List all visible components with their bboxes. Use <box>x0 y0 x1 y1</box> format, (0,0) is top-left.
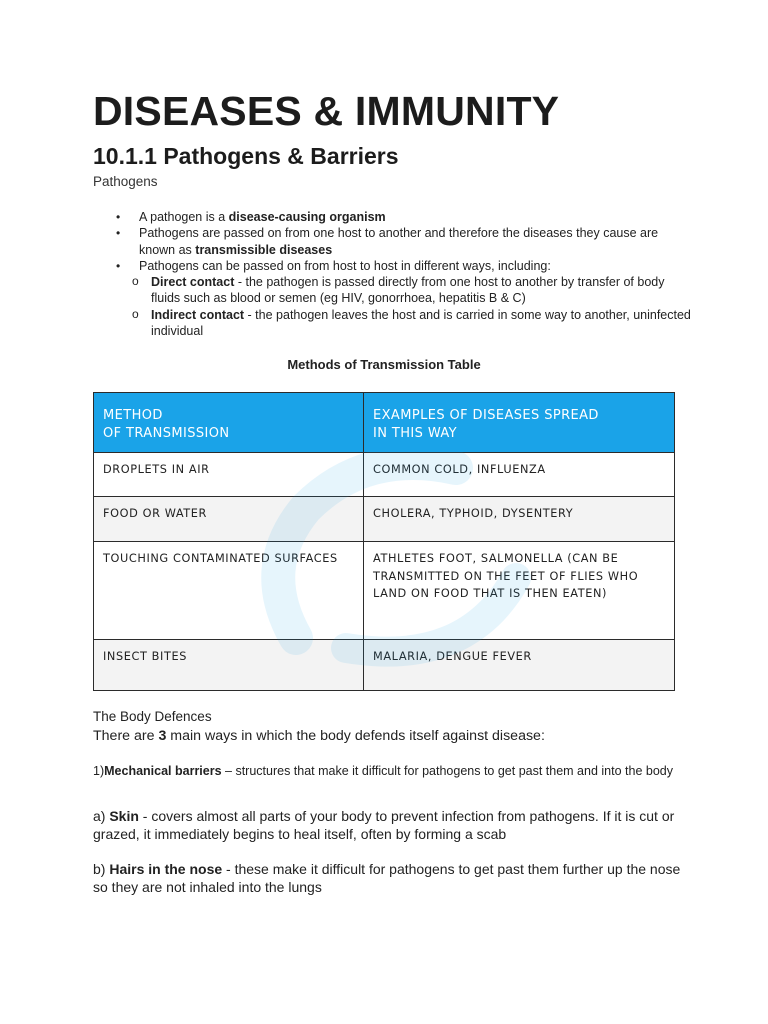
method-cell: DROPLETS IN AIR <box>94 453 364 497</box>
examples-cell: MALARIA, DENGUE FEVER <box>364 640 675 691</box>
mechanical-barriers-paragraph: 1)Mechanical barriers – structures that make it difficult for pathogens to get past them and into the body <box>93 764 673 778</box>
body-defences-heading: The Body Defences <box>93 709 212 724</box>
examples-cell: ATHLETES FOOT, SALMONELLA (CAN BE TRANSMITTED ON THE FEET OF FLIES WHO LAND ON FOOD THAT IS THEN EATEN) <box>364 542 675 640</box>
examples-cell: COMMON COLD, INFLUENZA <box>364 453 675 497</box>
bullet-dot-icon: • <box>116 226 121 241</box>
examples-cell: CHOLERA, TYPHOID, DYSENTERY <box>364 497 675 542</box>
method-cell: INSECT BITES <box>94 640 364 691</box>
bullet-dot-icon: • <box>116 258 121 273</box>
table-header-row <box>94 393 675 453</box>
circle-bullet-icon: o <box>132 306 139 321</box>
pathogen-bullet-list <box>112 209 692 339</box>
bullet-item: • A pathogen is a disease-causing organism <box>116 210 386 224</box>
section-title: 10.1.1 Pathogens & Barriers <box>93 143 399 169</box>
table-row <box>94 453 675 497</box>
table-row <box>94 497 675 542</box>
bullet-item: • Pathogens can be passed on from host to host in different ways, including: <box>116 258 551 273</box>
header-examples: EXAMPLES OF DISEASES SPREAD IN THIS WAY <box>364 393 675 453</box>
nose-hairs-paragraph: b) Hairs in the nose - these make it difficult for pathogens to get past them further up the nose so they are not inhaled into the lungs <box>93 861 681 895</box>
transmission-table <box>93 392 675 691</box>
circle-bullet-icon: o <box>132 274 139 289</box>
page-title: DISEASES & IMMUNITY <box>93 88 560 134</box>
table-row <box>94 640 675 691</box>
defences-intro: There are 3 main ways in which the body defends itself against disease: <box>93 728 545 744</box>
table-caption: Methods of Transmission Table <box>287 357 481 372</box>
sub-bullet-item: o Direct contact - the pathogen is passed directly from one host to another by transfer of body fluids such as blood or semen (eg HIV, gonorrhoea, hepatitis B & C) <box>132 274 665 306</box>
subheading-pathogens: Pathogens <box>93 174 158 189</box>
skin-paragraph: a) Skin - covers almost all parts of your body to prevent infection from pathogens. If it is cut or grazed, it immediately begins to heal itself, often by forming a scab <box>93 808 675 842</box>
table-row <box>94 542 675 640</box>
header-method: METHOD OF TRANSMISSION <box>94 393 364 453</box>
bullet-dot-icon: • <box>116 210 121 224</box>
bullet-item: • Pathogens are passed on from one host to another and therefore the diseases they cause are known as transmissible diseases <box>116 226 659 257</box>
method-cell: FOOD OR WATER <box>94 497 364 542</box>
method-cell: TOUCHING CONTAMINATED SURFACES <box>94 542 364 640</box>
sub-bullet-item: o Indirect contact - the pathogen leaves the host and is carried in some way to another, uninfected individual <box>132 306 691 339</box>
